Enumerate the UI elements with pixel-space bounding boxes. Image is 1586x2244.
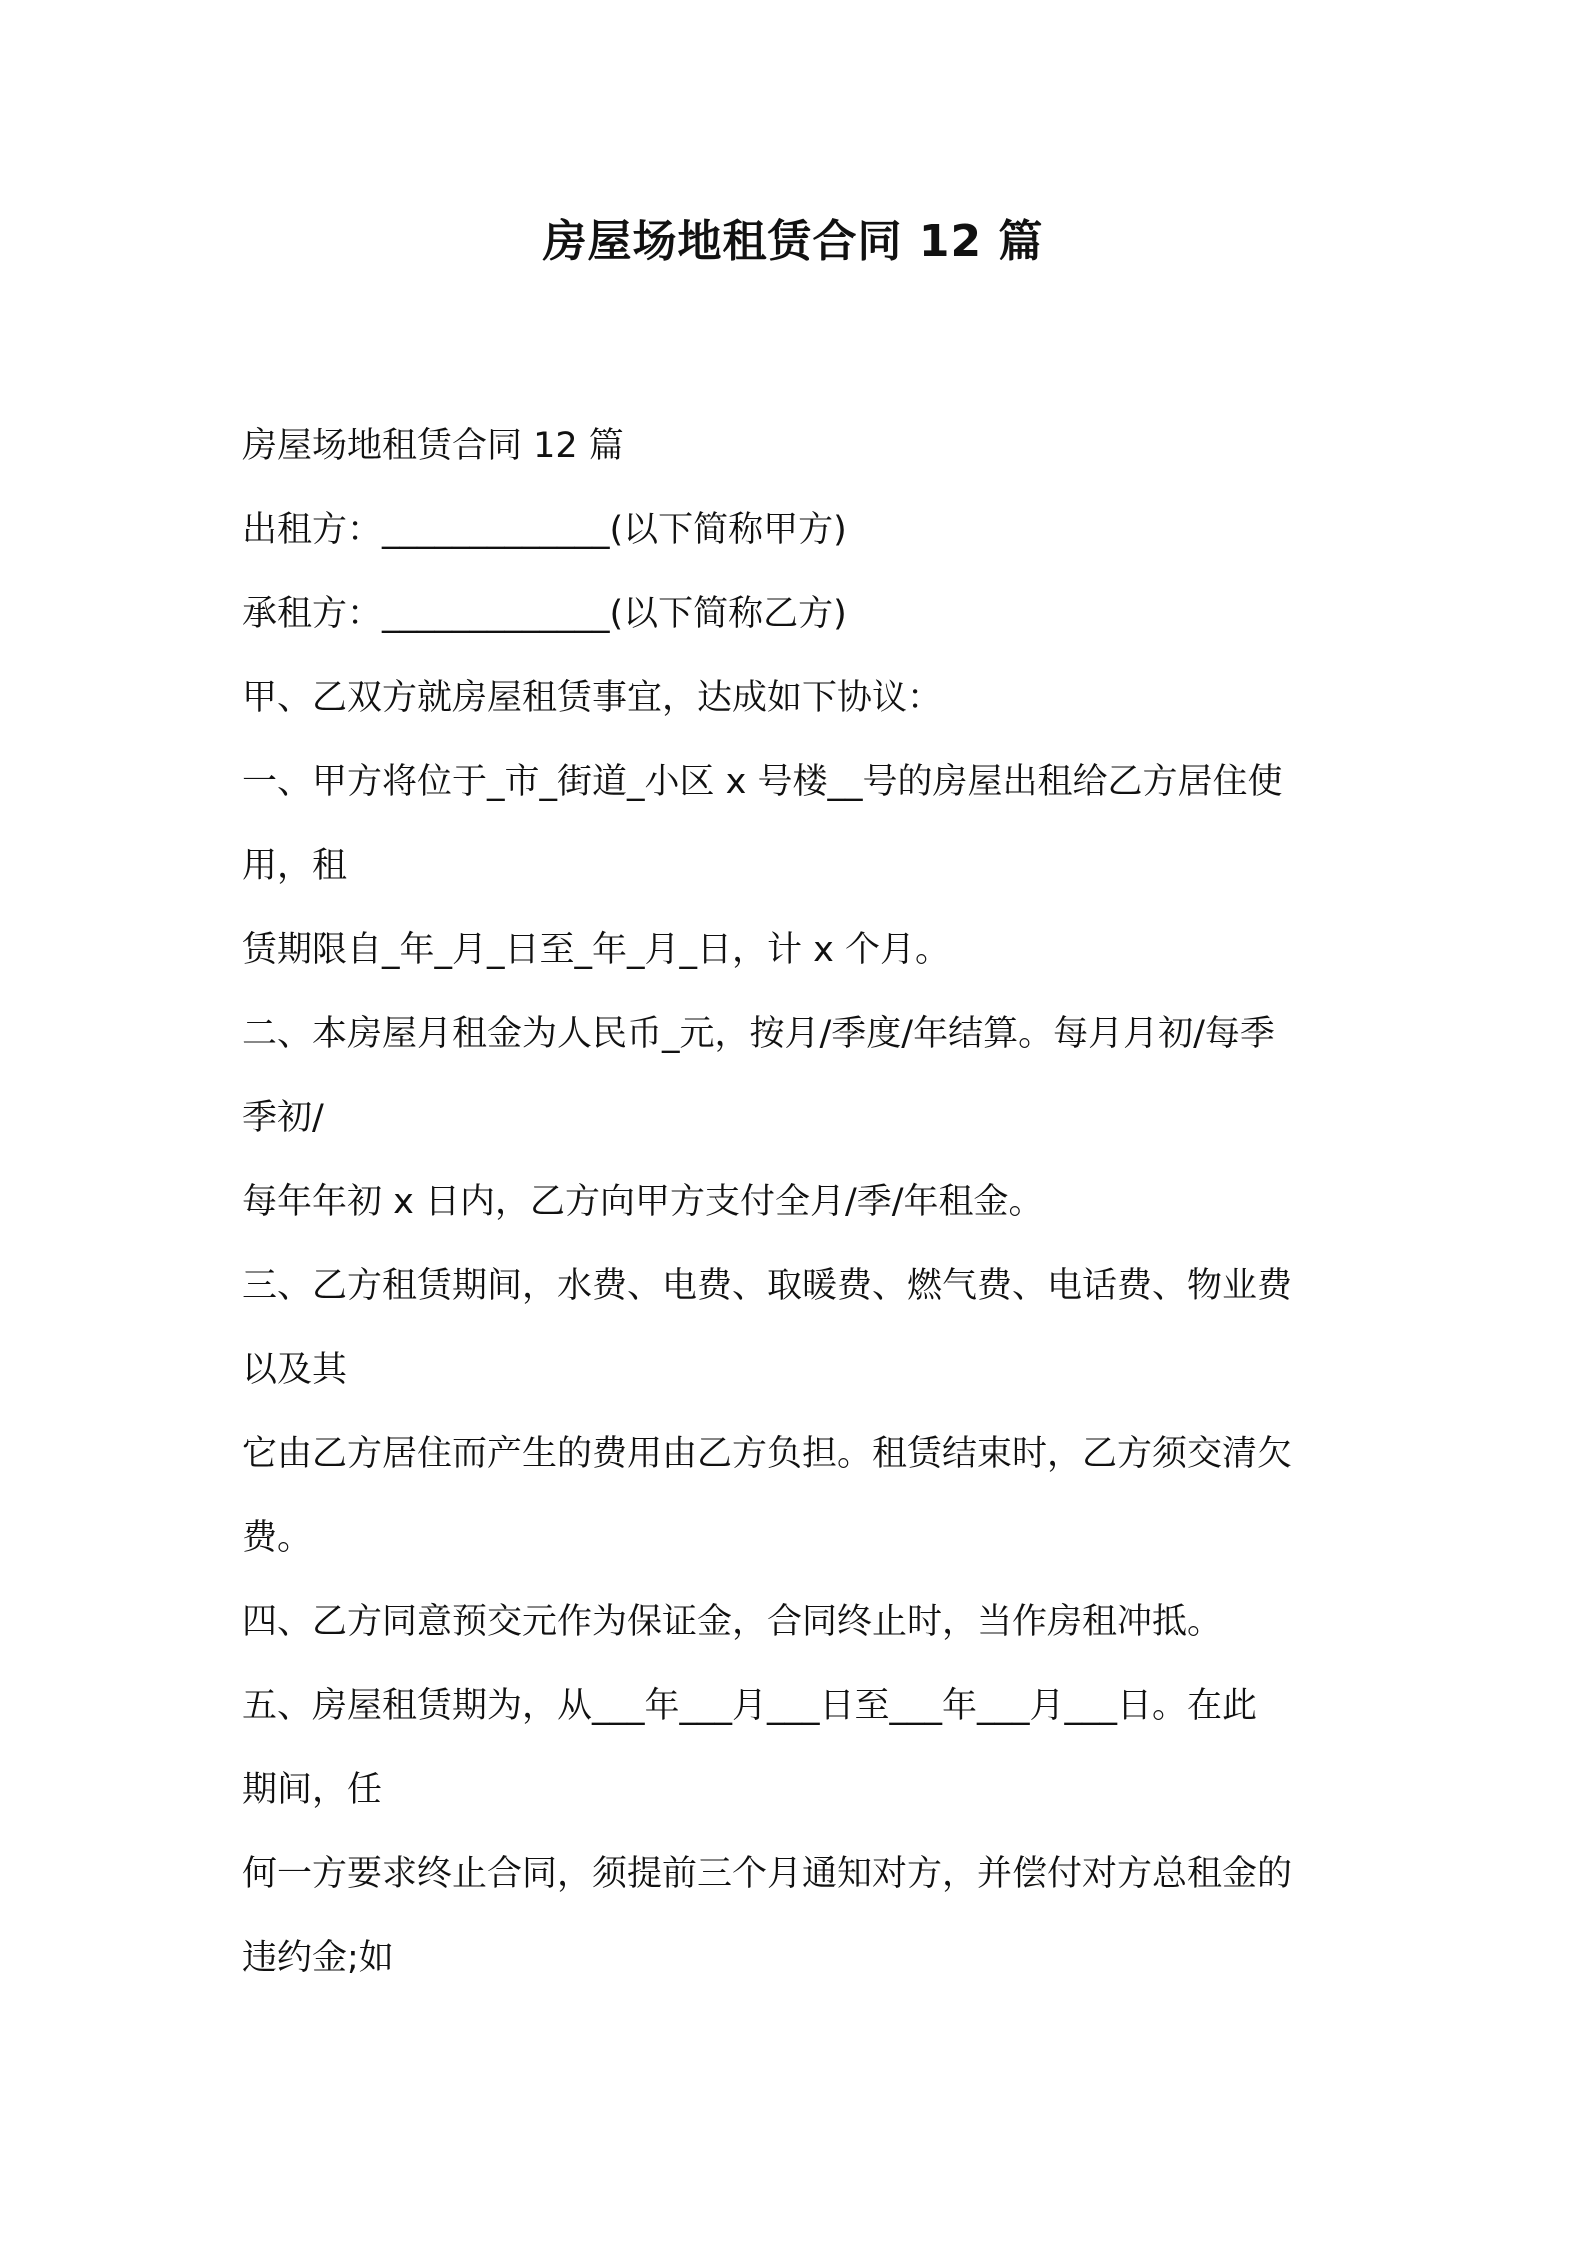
clause-1-line-1: 一、甲方将位于_市_街道_小区 x 号楼__号的房屋出租给乙方居住使 bbox=[242, 762, 1283, 802]
document-body bbox=[242, 404, 1362, 2000]
clause-3-line-3: 它由乙方居住而产生的费用由乙方负担。租赁结束时，乙方须交清欠 bbox=[242, 1434, 1293, 1474]
clause-3-line-1: 三、乙方租赁期间，水费、电费、取暖费、燃气费、电话费、物业费 bbox=[242, 1266, 1293, 1306]
clause-1-line-3: 赁期限自_年_月_日至_年_月_日，计 x 个月。 bbox=[242, 930, 950, 970]
lessor-line: 出租方：_____________(以下简称甲方) bbox=[242, 510, 847, 550]
clause-3-line-2: 以及其 bbox=[242, 1350, 348, 1390]
clause-5-line-2: 期间，任 bbox=[242, 1770, 383, 1810]
clause-1-line-2: 用，租 bbox=[242, 846, 348, 886]
clause-4-line-1: 四、乙方同意预交元作为保证金，合同终止时，当作房租冲抵。 bbox=[242, 1602, 1223, 1642]
agreement-intro-line: 甲、乙双方就房屋租赁事宜，达成如下协议： bbox=[242, 678, 943, 718]
clause-3-line-4: 费。 bbox=[242, 1518, 313, 1558]
clause-2-line-1: 二、本房屋月租金为人民币_元，按月/季度/年结算。每月月初/每季 bbox=[242, 1014, 1275, 1054]
subtitle-line: 房屋场地租赁合同 12 篇 bbox=[242, 426, 624, 466]
document-title: 房屋场地租赁合同 12 篇 bbox=[542, 216, 1044, 267]
clause-5-line-1: 五、房屋租赁期为，从___年___月___日至___年___月___日。在此 bbox=[242, 1686, 1258, 1726]
lessee-line: 承租方：_____________(以下简称乙方) bbox=[242, 594, 847, 634]
clause-5-line-3: 何一方要求终止合同，须提前三个月通知对方，并偿付对方总租金的 bbox=[242, 1854, 1293, 1894]
clause-5-line-4: 违约金;如 bbox=[242, 1938, 394, 1978]
clause-2-line-3: 每年年初 x 日内，乙方向甲方支付全月/季/年租金。 bbox=[242, 1182, 1044, 1222]
clause-2-line-2: 季初/ bbox=[242, 1098, 324, 1138]
